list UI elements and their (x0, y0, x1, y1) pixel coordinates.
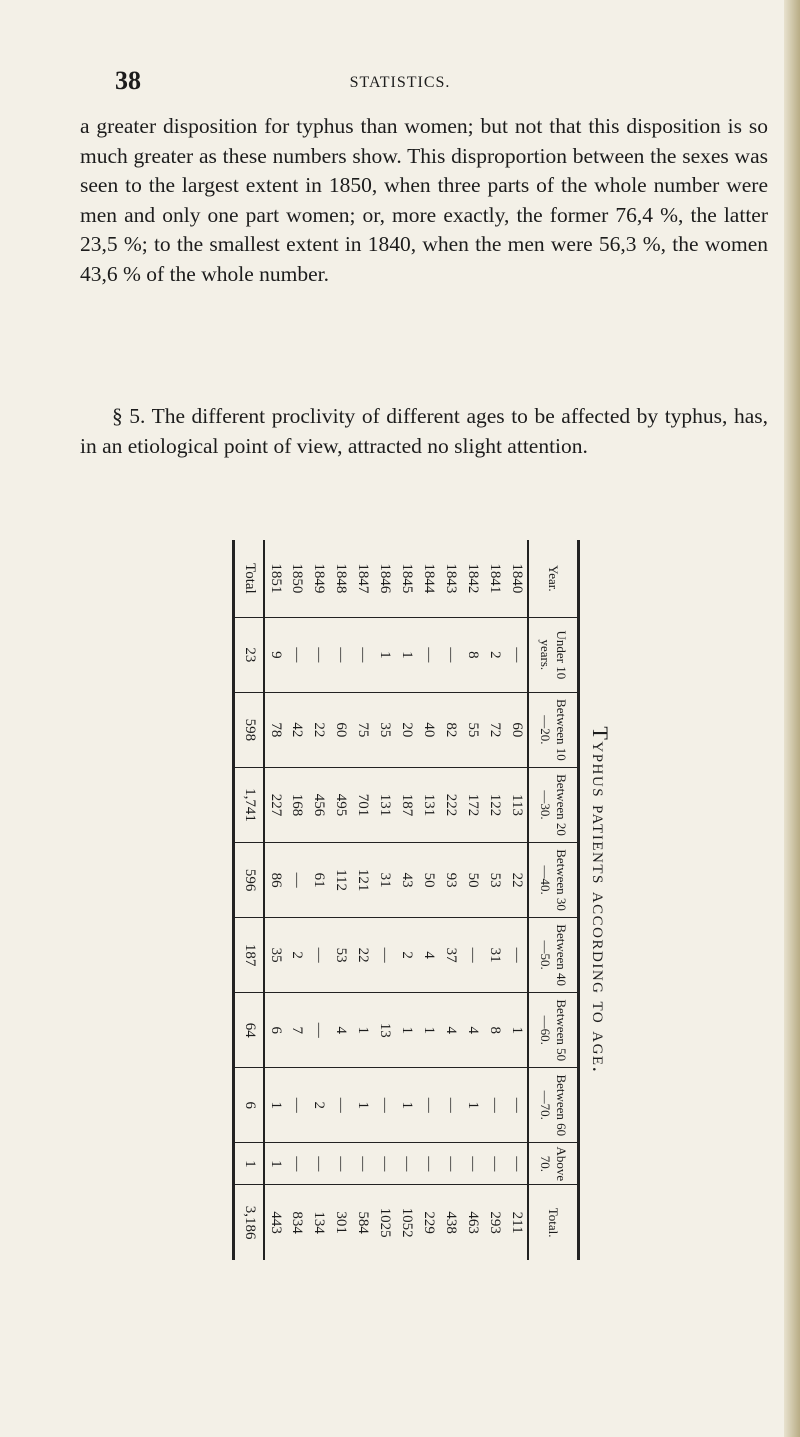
table-cell: — (440, 1068, 462, 1143)
column-header: Between 20—30. (528, 767, 579, 842)
column-header: Between 40—50. (528, 918, 579, 993)
table-cell: 4 (462, 993, 484, 1068)
table-cell: 131 (418, 767, 440, 842)
column-header: Between 50—60. (528, 993, 579, 1068)
table-cell: 293 (484, 1185, 506, 1260)
table-cell: 443 (264, 1185, 286, 1260)
table-cell: 834 (286, 1185, 308, 1260)
table-cell: — (418, 617, 440, 692)
table-cell: 463 (462, 1185, 484, 1260)
total-cell: 596 (234, 843, 264, 918)
table-cell: 1 (462, 1068, 484, 1143)
table-cell: 495 (330, 767, 352, 842)
table-cell: 1840 (509, 563, 525, 594)
table-cell: 1 (396, 993, 418, 1068)
table-cell: 1 (418, 993, 440, 1068)
table-cell: 53 (330, 918, 352, 993)
table-cell: 2 (308, 1068, 330, 1143)
table-cell: 113 (506, 767, 528, 842)
table-cell: 172 (462, 767, 484, 842)
table-cell: 1844 (421, 563, 438, 594)
table-cell: 131 (374, 767, 396, 842)
table-cell: 35 (374, 692, 396, 767)
table-cell: — (308, 1143, 330, 1185)
table-cell: — (374, 918, 396, 993)
table-cell: 22 (352, 918, 374, 993)
table-row (440, 540, 462, 1260)
table-cell: 584 (352, 1185, 374, 1260)
table-cell: 229 (418, 1185, 440, 1260)
column-header: Above 70. (528, 1143, 579, 1185)
table-cell: 1 (352, 993, 374, 1068)
table-cell: — (506, 918, 528, 993)
page-number: 38 (115, 66, 141, 95)
table-cell: 1841 (487, 563, 504, 594)
total-cell: 187 (234, 918, 264, 993)
table-row (352, 540, 374, 1260)
table-cell: — (484, 1068, 506, 1143)
table-row (462, 540, 484, 1260)
table-row (506, 540, 528, 1260)
table-cell: 78 (264, 692, 286, 767)
table-cell: — (352, 1143, 374, 1185)
table-cell: — (352, 617, 374, 692)
table-cell: — (506, 1068, 528, 1143)
table-cell: 168 (286, 767, 308, 842)
table-cell: 93 (440, 843, 462, 918)
table-row (330, 540, 352, 1260)
table-cell: — (330, 1068, 352, 1143)
table-cell: 6 (264, 993, 286, 1068)
table-cell: — (506, 1143, 528, 1185)
table-cell: — (286, 1068, 308, 1143)
table-cell: 1849 (311, 563, 328, 594)
column-header: Under 10 years. (528, 617, 579, 692)
table-cell: 60 (506, 692, 528, 767)
table-cell: 1025 (374, 1185, 396, 1260)
table-cell: — (506, 617, 528, 692)
table-cell: — (374, 1143, 396, 1185)
table-cell: 1846 (377, 563, 394, 594)
table-cell: 134 (308, 1185, 330, 1260)
table-row (396, 540, 418, 1260)
table-row (418, 540, 440, 1260)
total-cell: 64 (234, 993, 264, 1068)
table-cell: — (462, 1143, 484, 1185)
table-cell: 4 (440, 993, 462, 1068)
table-cell: 61 (308, 843, 330, 918)
table-cell: 122 (484, 767, 506, 842)
table-cell: 1 (396, 1068, 418, 1143)
table-cell: 75 (352, 692, 374, 767)
table-header-row (528, 540, 579, 1260)
table-cell: — (308, 993, 330, 1068)
table-cell: 37 (440, 918, 462, 993)
table-cell: — (330, 617, 352, 692)
table-row (308, 540, 330, 1260)
table-cell: — (396, 1143, 418, 1185)
table-cell: 31 (484, 918, 506, 993)
table-cell: 438 (440, 1185, 462, 1260)
table-cell: 43 (396, 843, 418, 918)
table-cell: 72 (484, 692, 506, 767)
total-cell: 6 (234, 1068, 264, 1143)
table-cell: 1052 (396, 1185, 418, 1260)
table-row (286, 540, 308, 1260)
table-cell: 1842 (465, 563, 482, 594)
table-cell: — (308, 918, 330, 993)
column-header: Between 30—40. (528, 843, 579, 918)
table-cell: — (484, 1143, 506, 1185)
table-cell: 4 (418, 918, 440, 993)
body-paragraph-2: § 5. The different proclivity of different ages to be affected by typhus, has, in an etiological point of view, attracted no slight attention. (80, 404, 768, 458)
table-cell: — (440, 617, 462, 692)
total-cell: 1,741 (234, 767, 264, 842)
table-cell: 4 (330, 993, 352, 1068)
table-cell: 1843 (443, 563, 460, 594)
body-paragraph-1: a greater disposition for typhus than women; but not that this disposition is so much greater as these numbers show. This disproportion between the sexes was seen to the largest extent in 1850, when three parts of the whole number were men and only one part women; or, more exactly, the former 76,4 %, the latter 23,5 %; to the smallest extent in 1840, when the men were 56,3 %, the women 43,6 % of the whole number. (80, 114, 768, 286)
table-cell: 35 (264, 918, 286, 993)
table-row (264, 540, 286, 1260)
table-cell: 227 (264, 767, 286, 842)
table-cell: 2 (484, 617, 506, 692)
table-cell: 22 (308, 692, 330, 767)
column-header: Total. (528, 1185, 579, 1260)
table-row (484, 540, 506, 1260)
table-cell: 22 (506, 843, 528, 918)
table-cell: 20 (396, 692, 418, 767)
table-cell: 1 (352, 1068, 374, 1143)
table-cell: 82 (440, 692, 462, 767)
table-cell: 55 (462, 692, 484, 767)
table-caption: Typhus patients according to age. (588, 726, 613, 1074)
table-cell: — (308, 617, 330, 692)
table-cell: 8 (462, 617, 484, 692)
total-cell: Total (241, 563, 258, 594)
table-cell: 7 (286, 993, 308, 1068)
table-cell: 301 (330, 1185, 352, 1260)
column-header: Year. (546, 565, 561, 592)
table-cell: — (286, 1143, 308, 1185)
column-header: Between 10—20. (528, 692, 579, 767)
table-cell: 1850 (289, 563, 306, 594)
total-cell: 23 (234, 617, 264, 692)
table-cell: 456 (308, 767, 330, 842)
table-cell: 1 (374, 617, 396, 692)
table-cell: 121 (352, 843, 374, 918)
table-cell: — (286, 843, 308, 918)
table-cell: 701 (352, 767, 374, 842)
table-cell: — (330, 1143, 352, 1185)
table-cell: 1 (264, 1068, 286, 1143)
table-cell: 211 (506, 1185, 528, 1260)
total-cell: 3,186 (234, 1185, 264, 1260)
table-cell: 42 (286, 692, 308, 767)
table-total-row (234, 540, 264, 1260)
column-header: Between 60—70. (528, 1068, 579, 1143)
table-cell: 31 (374, 843, 396, 918)
table-cell: 86 (264, 843, 286, 918)
table-cell: 1 (264, 1143, 286, 1185)
table-cell: 60 (330, 692, 352, 767)
table-cell: 50 (462, 843, 484, 918)
table-cell: 1 (506, 993, 528, 1068)
age-table (233, 540, 581, 1260)
table-cell: 2 (396, 918, 418, 993)
table-cell: — (374, 1068, 396, 1143)
table-cell: 53 (484, 843, 506, 918)
table-cell: 1845 (399, 563, 416, 594)
table-cell: 1851 (268, 563, 284, 594)
page-edge (784, 0, 800, 1437)
age-table-block (215, 540, 620, 1260)
table-cell: 1848 (333, 563, 350, 594)
table-cell: 187 (396, 767, 418, 842)
table-cell: — (418, 1068, 440, 1143)
table-cell: 2 (286, 918, 308, 993)
running-head: STATISTICS. (349, 74, 451, 91)
total-cell: 1 (234, 1143, 264, 1185)
table-cell: — (286, 617, 308, 692)
total-cell: 598 (234, 692, 264, 767)
table-cell: 8 (484, 993, 506, 1068)
table-cell: 13 (374, 993, 396, 1068)
table-cell: — (418, 1143, 440, 1185)
table-cell: 112 (330, 843, 352, 918)
table-cell: 1 (396, 617, 418, 692)
table-cell: 50 (418, 843, 440, 918)
table-cell: 222 (440, 767, 462, 842)
table-cell: — (462, 918, 484, 993)
table-cell: 1847 (355, 563, 372, 594)
table-cell: — (440, 1143, 462, 1185)
table-row (374, 540, 396, 1260)
table-cell: 9 (264, 617, 286, 692)
table-cell: 40 (418, 692, 440, 767)
